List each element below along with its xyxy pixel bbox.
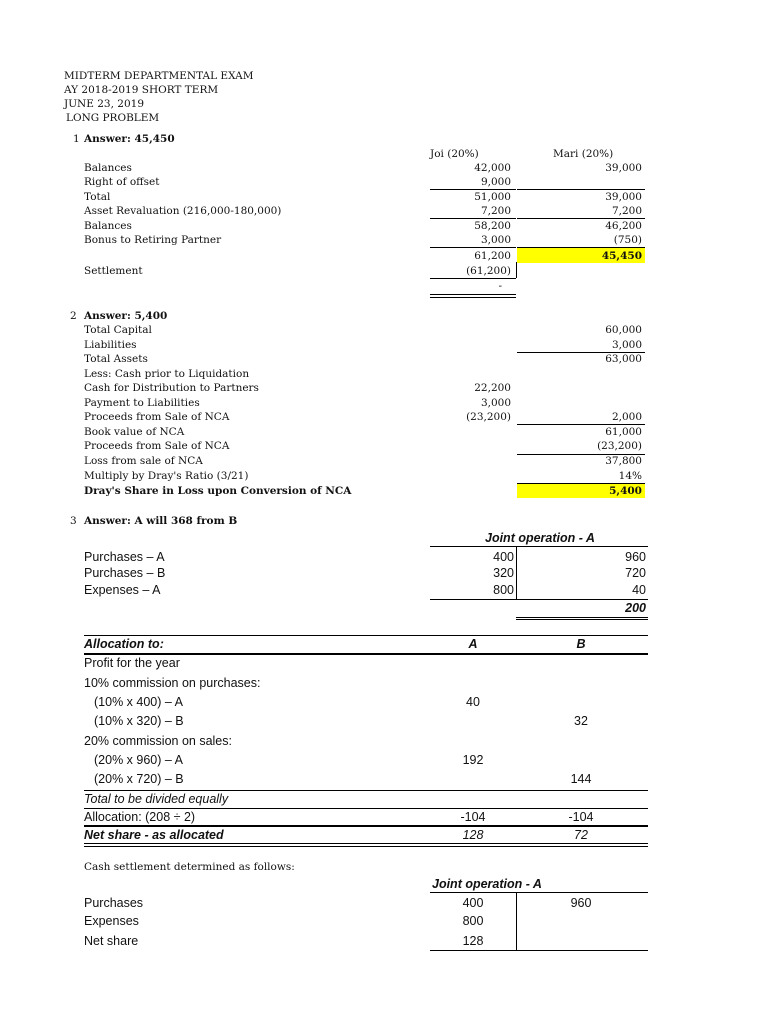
allocation-header: Allocation to: (84, 637, 164, 651)
row-label: Less: Cash prior to Liquidation (84, 368, 250, 380)
joi-value: 7,200 (480, 205, 511, 217)
rule (430, 599, 648, 600)
credit-value: 960 (625, 550, 646, 564)
row-label: Balances (84, 162, 132, 174)
row-label: Total Capital (84, 324, 152, 336)
value-a: 3,000 (480, 397, 511, 409)
row-label: (20% x 720) – B (94, 772, 184, 786)
mari-value: (750) (613, 234, 642, 246)
answer-value: 5,400 (609, 485, 642, 497)
rule (84, 846, 648, 847)
rule (517, 247, 645, 248)
debit-value: 400 (462, 896, 484, 910)
t-account-top (430, 546, 648, 547)
allocation-label: Allocation: (208 ÷ 2) (84, 810, 196, 824)
debit-value: 800 (462, 914, 484, 928)
allocation-a: -104 (460, 810, 486, 824)
joi-value: - (498, 280, 502, 292)
row-label: Profit for the year (84, 656, 180, 670)
rule (516, 619, 648, 620)
rule (84, 653, 648, 655)
joi-value: 42,000 (474, 162, 511, 174)
value-b: 14% (618, 470, 642, 482)
header-line-4: LONG PROBLEM (66, 112, 160, 124)
row-label: Expenses (84, 914, 139, 928)
t-account-top (430, 892, 648, 893)
row-label: Settlement (84, 265, 143, 277)
credit-value: 960 (570, 896, 592, 910)
joi-value: 61,200 (474, 250, 511, 262)
total-label: Total to be divided equally (84, 792, 229, 806)
credit-value: 40 (632, 583, 646, 597)
column-header-b: B (576, 637, 586, 651)
row-label: Total (84, 191, 111, 203)
problem-answer: Answer: A will 368 from B (84, 515, 238, 527)
rule (84, 790, 648, 791)
problem-answer: Answer: 45,450 (84, 133, 175, 145)
joint-total: 200 (625, 601, 646, 615)
cash-settlement-title: Cash settlement determined as follows: (84, 861, 295, 873)
mari-value: 7,200 (611, 205, 642, 217)
row-label: Right of offset (84, 176, 160, 188)
row-label: Liabilities (84, 339, 137, 351)
value-b: 60,000 (605, 324, 642, 336)
row-label: Payment to Liabilities (84, 397, 200, 409)
row-label: Purchases – B (84, 566, 166, 580)
rule (84, 825, 648, 827)
cash-joint-title: Joint operation - A (432, 877, 542, 891)
column-header-a: A (468, 637, 478, 651)
row-label: Loss from sale of NCA (84, 455, 203, 467)
rule (84, 635, 648, 636)
row-label: Multiply by Dray's Ratio (3/21) (84, 470, 249, 482)
row-label: (10% x 320) – B (94, 714, 184, 728)
row-label: Balances (84, 220, 132, 232)
row-label: (20% x 960) – A (94, 753, 183, 767)
row-label: Proceeds from Sale of NCA (84, 411, 230, 423)
debit-value: 400 (493, 550, 514, 564)
value-b: 63,000 (605, 353, 642, 365)
rule (430, 247, 516, 248)
mari-answer-value: 45,450 (601, 250, 642, 262)
allocation-b: -104 (568, 810, 594, 824)
rule (516, 617, 648, 618)
value-a: (23,200) (466, 411, 511, 423)
joint-operation-title: Joint operation - A (485, 531, 595, 545)
net-share-a: 128 (462, 828, 484, 842)
row-label: Total Assets (84, 353, 148, 365)
row-label: Expenses – A (84, 583, 161, 597)
t-account-divider (516, 546, 517, 600)
value-b: 61,000 (605, 426, 642, 438)
value-b: (23,200) (597, 440, 642, 452)
row-label: Net share (84, 934, 139, 948)
problem-number: 3 (70, 515, 77, 527)
problem-number: 1 (73, 133, 80, 145)
problem-number: 2 (70, 310, 77, 322)
column-header-joi: Joi (20%) (430, 148, 479, 160)
rule (84, 843, 648, 844)
value-b: 3,000 (611, 339, 642, 351)
rule (430, 950, 648, 951)
joi-value: (61,200) (466, 265, 511, 277)
debit-value: 800 (493, 583, 514, 597)
row-label: Proceeds from Sale of NCA (84, 440, 230, 452)
row-label: 10% commission on purchases: (84, 676, 261, 690)
rule (516, 262, 517, 278)
row-label: Bonus to Retiring Partner (84, 234, 222, 246)
mari-value: 46,200 (605, 220, 642, 232)
credit-value: 720 (625, 566, 646, 580)
value-a: 40 (466, 695, 480, 709)
joi-value: 9,000 (480, 176, 511, 188)
column-header-mari: Mari (20%) (553, 148, 614, 160)
row-label: Cash for Distribution to Partners (84, 382, 259, 394)
value-a: 22,200 (474, 382, 511, 394)
rule (84, 808, 648, 809)
mari-value: 39,000 (605, 162, 642, 174)
row-label: Purchases – A (84, 550, 165, 564)
joi-value: 51,000 (474, 191, 511, 203)
value-b: 144 (570, 772, 592, 786)
row-label: Dray's Share in Loss upon Conversion of NCA (84, 485, 352, 497)
problem-answer: Answer: 5,400 (84, 310, 168, 322)
value-a: 192 (462, 753, 484, 767)
value-b: 37,800 (605, 455, 642, 467)
row-label: 20% commission on sales: (84, 734, 232, 748)
row-label: (10% x 400) – A (94, 695, 183, 709)
header-line-2: AY 2018-2019 SHORT TERM (64, 84, 219, 96)
net-share-b: 72 (574, 828, 588, 842)
rule (430, 297, 516, 298)
row-label: Purchases (84, 896, 144, 910)
header-line-3: JUNE 23, 2019 (64, 98, 145, 110)
header-line-1: MIDTERM DEPARTMENTAL EXAM (64, 70, 254, 82)
rule (430, 294, 516, 295)
net-share-label: Net share - as allocated (84, 828, 224, 842)
value-b: 2,000 (611, 411, 642, 423)
t-account-divider (516, 892, 517, 950)
value-b: 32 (574, 714, 588, 728)
debit-value: 128 (462, 934, 484, 948)
row-label: Asset Revaluation (216,000-180,000) (84, 205, 282, 217)
joi-value: 58,200 (474, 220, 511, 232)
mari-value: 39,000 (605, 191, 642, 203)
row-label: Book value of NCA (84, 426, 185, 438)
joi-value: 3,000 (480, 234, 511, 246)
debit-value: 320 (493, 566, 514, 580)
